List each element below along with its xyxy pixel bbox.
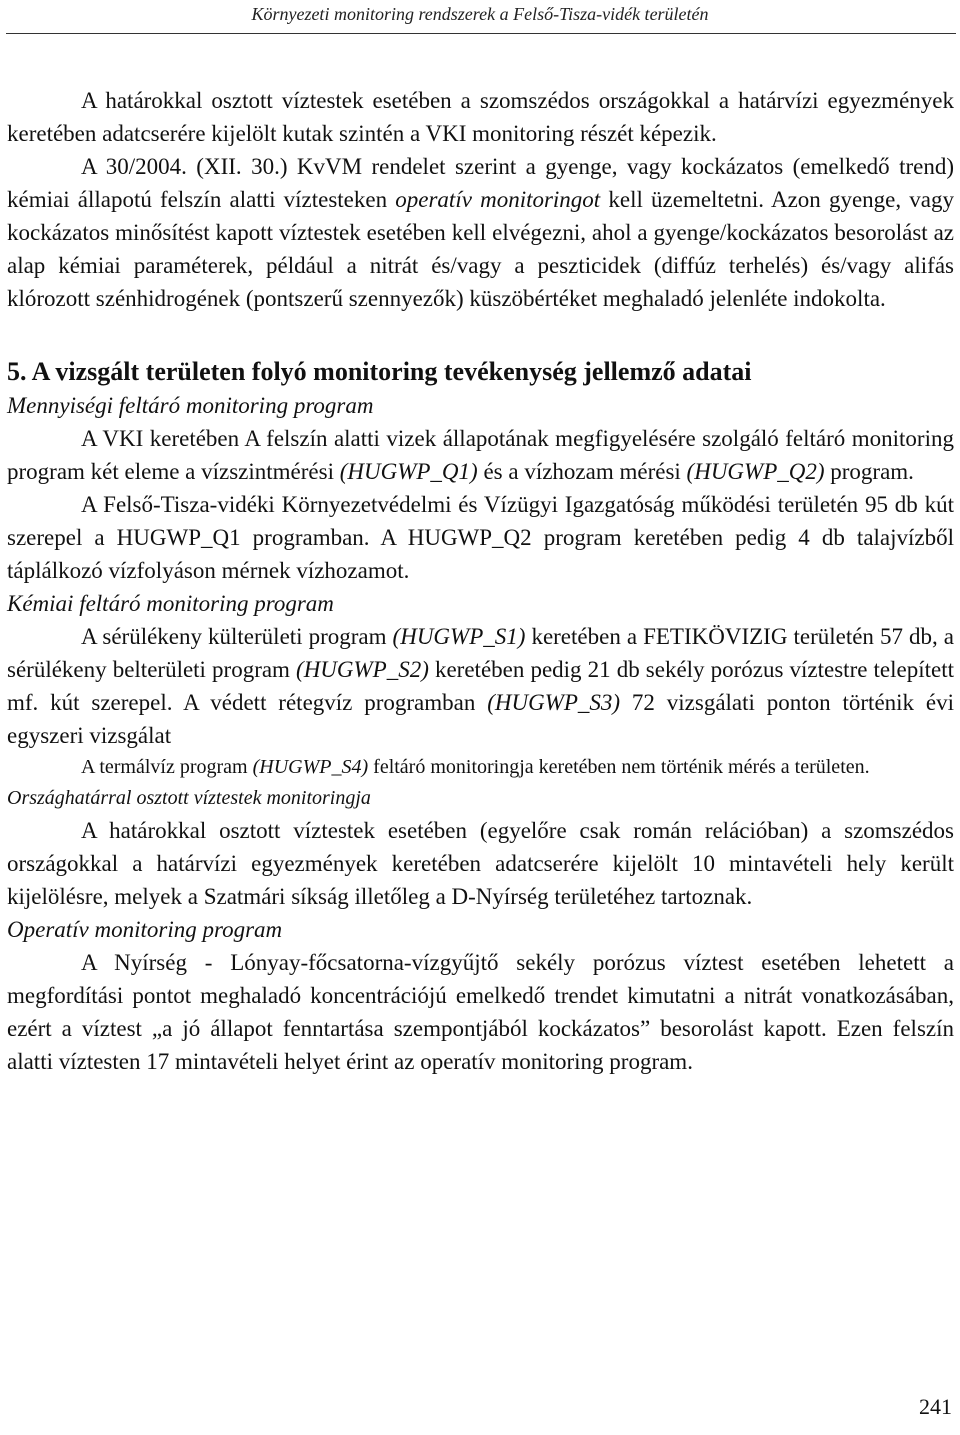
- text-run: keretében a FETIKÖVIZIG területén 57 db, a sérülékeny belterületi program: [7, 624, 954, 682]
- running-header: Környezeti monitoring rendszerek a Felső-Tisza-vidék területén: [251, 4, 709, 24]
- text-run: feltáró monitoringja keretében nem történik mérés a területen.: [368, 756, 870, 778]
- quantity-paragraph-2: A Felső-Tisza-vidéki Környezetvédelmi és Vízügyi Igazgatóság működési területén 95 db kút szerepel a HUGWP_Q1 programban. A HUGWP_Q2 program keretében pedig 4 db talajvízből táplálkozó vízfolyáson mérnek vízhozamot.: [7, 492, 954, 583]
- text-run: kell üzemeltetni. Azon gyenge, vagy kockázatos minősítést kapott víztestek esetében kell elvégezni, ahol a gyenge/kockázatos besorolást az alap kémiai paraméterek, például a nitrát és/vagy a peszticidek (diffúz terhelés) és/vagy alifás klórozott szénhidrogének (pontszerű szennyezők) küszöbértéket meghaladó jelenléte indokolta.: [7, 187, 954, 311]
- text-run: program.: [824, 459, 914, 484]
- header-divider: [6, 33, 956, 34]
- text-run: A VKI keretében A felszín alatti vizek állapotának megfigyelésére szolgáló feltáró monitoring program két eleme a vízszintmérési: [7, 426, 954, 484]
- program-code: (HUGWP_S3): [487, 690, 621, 715]
- subsection-title-chemical: Kémiai feltáró monitoring program: [7, 591, 334, 616]
- text-run: és a vízhozam mérési: [477, 459, 687, 484]
- text-run: A termálvíz program: [81, 756, 253, 778]
- operative-paragraph-1: A Nyírség - Lónyay-főcsatorna-vízgyűjtő sekély porózus víztest esetében lehetett a megfordítási pontot meghaladó koncentrációjú emelkedő trendet kimutatni a nitrát vonatkozásában, ezért a víztest „a jó állapot fenntartása szempontjából kockázatos” besorolást kapott. Ezen felszín alatti víztesten 17 mintavételi helyet érint az operatív monitoring program.: [7, 950, 954, 1074]
- text-run: A sérülékeny külterületi program: [81, 624, 393, 649]
- program-code: (HUGWP_S2): [296, 657, 429, 682]
- subsection-title-border: Országhatárral osztott víztestek monitoringja: [7, 787, 371, 809]
- chemical-paragraph-2: [7, 752, 954, 783]
- program-code: (HUGWP_Q1): [339, 459, 478, 484]
- text-run: keretében pedig 21 db sekély porózus víztestre telepített mf. kút szerepel. A védett rétegvíz programban: [7, 657, 954, 715]
- subsection-title-operative: Operatív monitoring program: [7, 917, 283, 942]
- intro-paragraph-1: A határokkal osztott víztestek esetében a szomszédos országokkal a határvízi egyezmények keretében adatcserére kijelölt kutak szintén a VKI monitoring részét képezik.: [7, 88, 954, 146]
- text-run: 72 vizsgálati ponton történik évi egyszeri vizsgálat: [7, 690, 954, 748]
- program-code: (HUGWP_S4): [252, 756, 369, 778]
- border-paragraph-1: A határokkal osztott víztestek esetében (egyelőre csak román relációban) a szomszédos országokkal a határvízi egyezmények keretében adatcserére kijelölt 10 mintavételi hely került kijelölésre, melyek a Szatmári síkság illetőleg a D-Nyírség területéhez tartoznak.: [7, 818, 954, 909]
- subsection-title-quantity: Mennyiségi feltáró monitoring program: [7, 393, 374, 418]
- program-code: (HUGWP_Q2): [686, 459, 825, 484]
- page-number: 241: [919, 1394, 952, 1419]
- document-body: [7, 84, 954, 1078]
- program-code: (HUGWP_S1): [392, 624, 526, 649]
- intro-paragraph-2: [7, 150, 954, 315]
- emphasis-text: operatív monitoringot: [395, 187, 601, 212]
- text-run: A 30/2004. (XII. 30.) KvVM rendelet szerint a gyenge, vagy kockázatos (emelkedő trend) kémiai állapotú felszín alatti víztesteken: [7, 154, 954, 212]
- quantity-paragraph-1: [7, 422, 954, 488]
- section-heading: 5. A vizsgált területen folyó monitoring tevékenység jellemző adatai: [7, 357, 752, 386]
- chemical-paragraph-1: [7, 620, 954, 752]
